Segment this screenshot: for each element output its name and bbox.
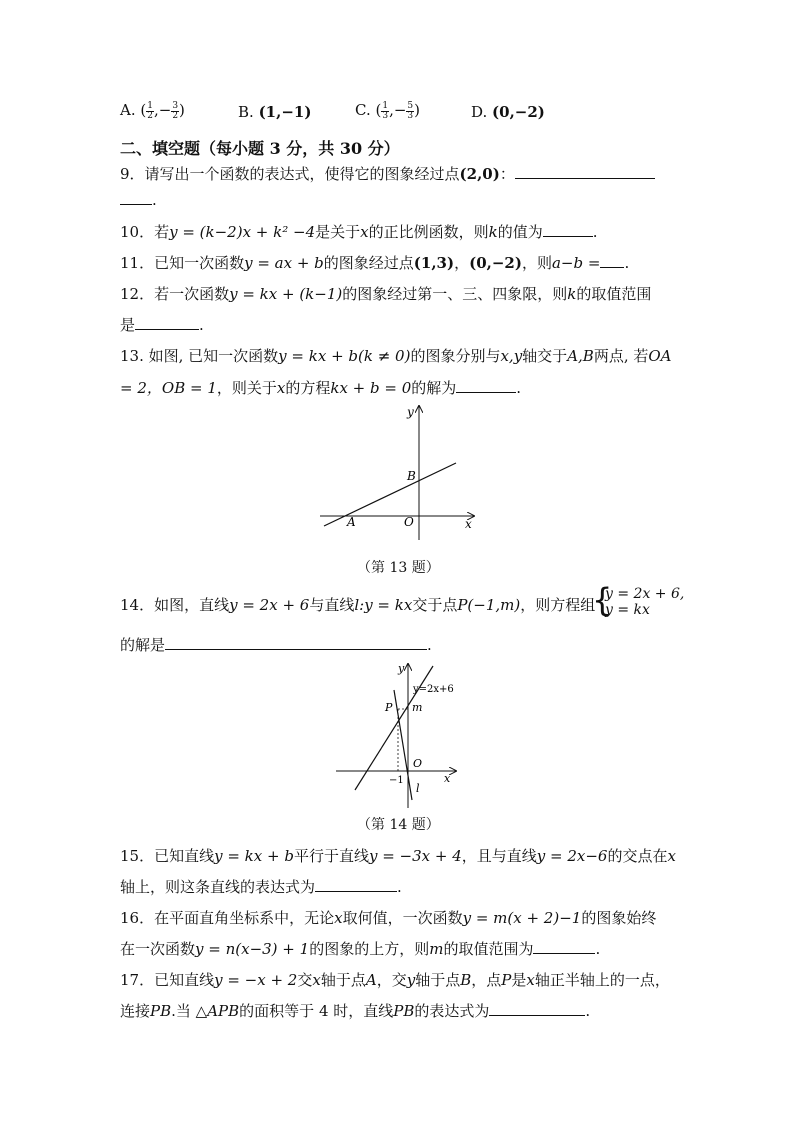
question-14: 14．如图，直线y = 2x + 6与直线l:y = kx交于点P(−1,m)，则方程组 bbox=[120, 596, 596, 614]
point-p-label: P bbox=[385, 701, 393, 714]
origin-label: O bbox=[404, 515, 414, 529]
answer-blank[interactable] bbox=[533, 939, 595, 954]
line-equation-label: y=2x+6 bbox=[413, 684, 454, 695]
question-12-cont: 是 . bbox=[120, 316, 204, 334]
point-b-label: B bbox=[407, 469, 416, 483]
question-15-cont: 轴上，则这条直线的表达式为 . bbox=[120, 878, 402, 896]
line-l-label: l bbox=[416, 782, 420, 795]
answer-blank[interactable] bbox=[543, 222, 593, 237]
option-b: B. (1,−1) bbox=[238, 103, 312, 121]
figure-13 bbox=[316, 402, 481, 542]
answer-blank[interactable] bbox=[135, 315, 199, 330]
section-heading: 二、填空题（每小题 3 分，共 30 分） bbox=[120, 139, 400, 158]
answer-blank[interactable] bbox=[489, 1001, 585, 1016]
fraction: $\frac{1}{2}$ bbox=[147, 100, 153, 121]
question-10: 10．若y = (k−2)x + k² −4是关于x的正比例函数，则k的值为 . bbox=[120, 223, 598, 241]
question-9: 9．请写出一个函数的表达式，使得它的图象经过点(2,0)： bbox=[120, 163, 655, 184]
question-13-cont: = 2，OB = 1，则关于x的方程kx + b = 0的解为 . bbox=[120, 379, 522, 397]
answer-blank[interactable] bbox=[600, 253, 624, 268]
point-a-label: A bbox=[347, 515, 356, 529]
y-axis-label: y bbox=[398, 662, 405, 675]
equation-system: y = 2x + 6, y = kx bbox=[605, 586, 685, 618]
m-label: m bbox=[412, 701, 423, 714]
neg1-label: −1 bbox=[389, 775, 404, 786]
question-12: 12．若一次函数y = kx + (k−1)的图象经过第一、三、四象限，则k的取值范围 bbox=[120, 285, 652, 303]
question-13: 13. 如图, 已知一次函数y = kx + b(k ≠ 0)的图象分别与x,y轴交于A,B两点, 若OA bbox=[120, 347, 672, 365]
x-axis-label: x bbox=[444, 772, 451, 785]
question-17-cont: 连接PB.当 △APB的面积等于 4 时，直线PB的表达式为 . bbox=[120, 1002, 591, 1020]
answer-blank[interactable] bbox=[120, 190, 152, 205]
question-17: 17．已知直线y = −x + 2交x轴于点A，交y轴于点B，点P是x轴正半轴上的一点， bbox=[120, 971, 670, 989]
question-16-cont: 在一次函数y = n(x−3) + 1的图象的上方，则m的取值范围为 . bbox=[120, 940, 601, 958]
question-14-cont: 的解是 . bbox=[120, 636, 432, 654]
question-15: 15．已知直线y = kx + b平行于直线y = −3x + 4，且与直线y = 2x−6的交点在x bbox=[120, 847, 676, 865]
question-16: 16．在平面直角坐标系中，无论x取何值，一次函数y = m(x + 2)−1的图象始终 bbox=[120, 909, 657, 927]
question-9-cont: . bbox=[120, 190, 157, 209]
function-line bbox=[324, 463, 456, 526]
equation-system-brace: { bbox=[592, 581, 613, 619]
fraction: $\frac{3}{2}$ bbox=[172, 100, 179, 121]
y-axis-label: y bbox=[407, 405, 414, 419]
origin-label: O bbox=[413, 757, 423, 770]
fraction: $\frac{1}{3}$ bbox=[382, 100, 389, 121]
figure-14-caption: （第 14 题） bbox=[357, 817, 440, 833]
answer-blank[interactable] bbox=[456, 378, 516, 393]
figure-13-caption: （第 13 题） bbox=[357, 560, 440, 576]
option-c: C. ( $\frac{1}{3}$ ,− $\frac{5}{3}$ ) bbox=[355, 100, 421, 121]
x-axis-label: x bbox=[465, 517, 472, 531]
fraction: $\frac{5}{3}$ bbox=[407, 100, 414, 121]
option-a: A. ( $\frac{1}{2}$ ,− $\frac{3}{2}$ ) bbox=[120, 100, 185, 121]
figure-14 bbox=[332, 660, 460, 810]
option-d: D. (0,−2) bbox=[471, 103, 545, 121]
question-11: 11．已知一次函数y = ax + b的图象经过点(1,3)，(0,−2)，则a−b = . bbox=[120, 254, 630, 272]
answer-blank[interactable] bbox=[315, 877, 397, 892]
answer-blank[interactable] bbox=[515, 164, 655, 179]
answer-blank[interactable] bbox=[165, 635, 427, 650]
